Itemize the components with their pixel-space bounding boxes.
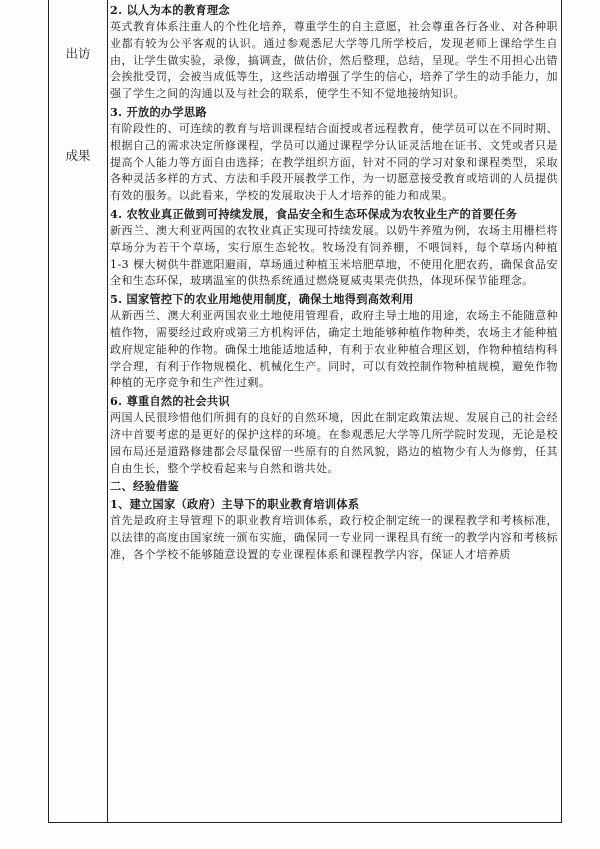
section-paragraph: 两国人民很珍惜他们所拥有的良好的自然环境，因此在制定政策法规、发展自己的社会经济中首要考虑的是更好的保护这样的环境。在参观悉尼大学等几所学院时发现，无论是校园布局还是道路修建都会尽量保留一些原有的自然风貌，路边的植物少有人为修剪，任其自由生长，整个学校看起来与自然和谐共处。 [110,411,558,475]
column-divider [107,0,108,822]
section-heading: 3. 开放的办学思路 [110,104,207,119]
section-block [110,478,558,495]
section-paragraph: 有阶段性的、可连续的教育与培训课程结合面授或者远程教育，使学员可以在不同时期、根据自己的需求决定所修课程，学员可以通过课程学分认证灵活地在证书、文凭或者只是提高个人能力等方面自由选择；在教学组织方面，针对不同的学习对象和课程类型，采取各种灵活多样的方式、方法和手段开展教学工作，为一切愿意接受教育或培训的人员提供有效的服务。以此看来，学校的发展取决于人才培养的能力和成果。 [110,121,558,203]
form-table [48,0,562,823]
section-block [110,2,558,103]
label-top: 出访 [65,46,91,61]
section-heading: 4. 农牧业真正做到可持续发展，食品安全和生态环保成为农牧业生产的首要任务 [110,206,518,221]
section-block [110,393,558,477]
section-heading: 1、建立国家（政府）主导下的职业教育培训体系 [110,497,360,512]
section-heading: 5. 国家管控下的农业用地使用制度，确保土地得到高效利用 [110,292,414,307]
section-paragraph: 首先是政府主导管理下的职业教育培训体系，政行校企制定统一的课程教学和考核标准，以法律的高度由国家统一颁布实施，确保同一专业同一课程具有统一的教学内容和考核标准，各个学校不能够随意设置的专业课程体系和课程教学内容，保证人才培养质 [110,514,558,561]
section-block [110,104,558,205]
section-heading: 2. 以人为本的教育理念 [110,3,230,17]
content-column [110,2,558,565]
section-block [110,206,558,290]
section-heading: 二、经验借鉴 [110,479,179,494]
section-block [110,291,558,392]
section-paragraph: 英式教育体系注重人的个性化培养，尊重学生的自主意愿，社会尊重各行各业、对各种职业都有较为公平客观的认识。通过参观悉尼大学等几所学校后，发现老师上课给学生自由，让学生做实验，录像，搞调查，做估价，然后整理，总结，呈现。学生不用担心出错会挨批受罚，会被当成低等生，这些活动增强了学生的信心，培养了学生的动手能力，加强了学生之间的沟通以及与社会的联系，使学生不知不觉地接纳知识。 [110,20,558,101]
label-column [49,0,107,822]
section-block [110,496,558,563]
section-heading: 6. 尊重自然的社会共识 [110,394,230,409]
section-paragraph: 新西兰、澳大利亚两国的农牧业真正实现可持续发展。以奶牛养殖为例，农场主用栅栏将草场分为若干个草场，实行原生态轮牧。牧场没有饲养棚，不喂饲料，每个草场内种植 1-3 棵大树供牛群遮阳避雨，草场通过种植玉米培肥草地，不使用化肥农药，确保食品安全和生态环保，玻璃温室的供热系统通过燃烧夏威夷果壳供热，体现环保节能理念。 [110,223,558,288]
section-paragraph: 从新西兰、澳大利亚两国农业土地使用管理看，政府主导土地的用途，农场主不能随意种植作物，需要经过政府或第三方机构评估，确定土地能够种植作物种类，农场主才能种植政府规定能种的作物。确保土地能适地适种，有利于农业种植合理区划，作物种植结构科学合理，有利于作物规模化、机械化生产。同时，可以有效控制作物种植规模，避免作物种植的无序竞争和生产性过剩。 [110,309,558,390]
label-bottom: 成果 [65,148,91,163]
